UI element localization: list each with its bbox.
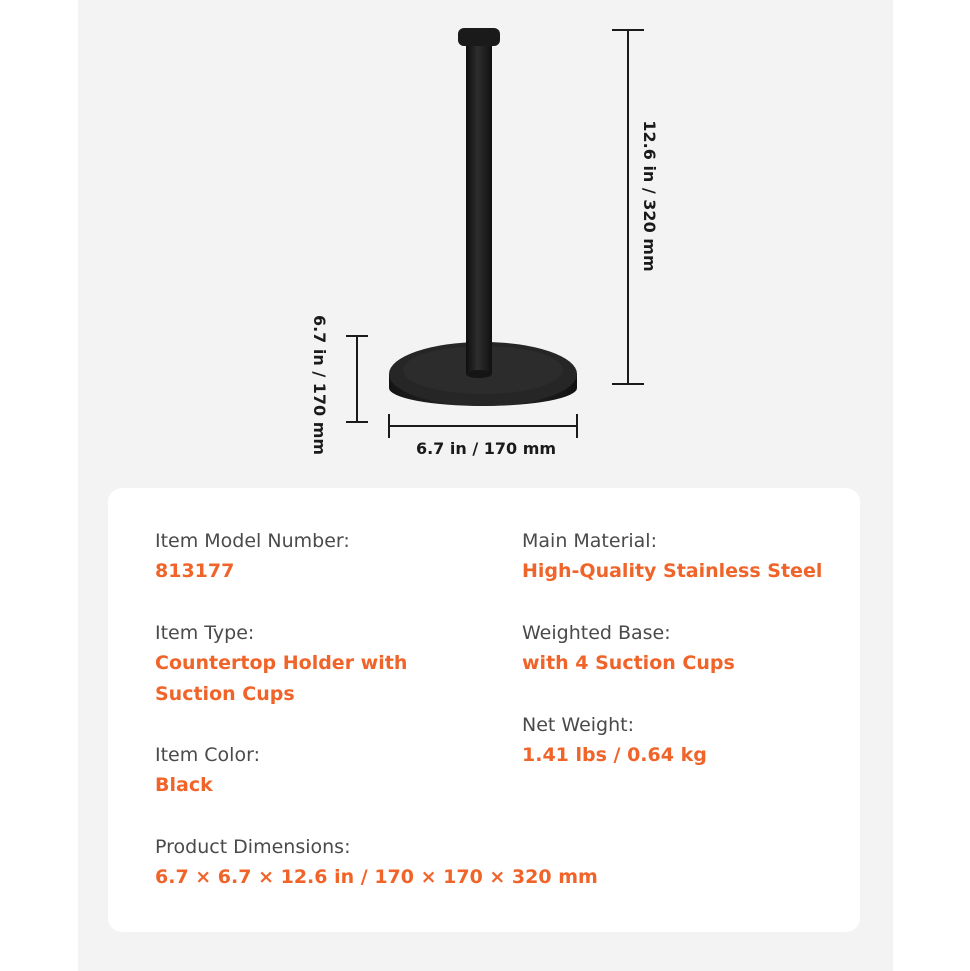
base-height-label: 6.7 in / 170 mm: [310, 314, 329, 456]
spec-base: [522, 618, 735, 679]
width-dimension: [389, 414, 577, 458]
spec-base-value: with 4 Suction Cups: [522, 652, 735, 674]
spec-model-value: 813177: [155, 560, 235, 582]
spec-type: [155, 618, 407, 710]
paper-towel-holder: [389, 28, 577, 406]
spec-material-label: Main Material:: [522, 530, 657, 552]
spec-product-dimensions-label: Product Dimensions:: [155, 836, 351, 858]
spec-product-dimensions-value: 6.7 × 6.7 × 12.6 in / 170 × 170 × 320 mm: [155, 866, 598, 888]
spec-base-label: Weighted Base:: [522, 622, 671, 644]
spec-model-label: Item Model Number:: [155, 530, 350, 552]
spec-type-value-line2: Suction Cups: [155, 683, 295, 705]
height-dimension: [612, 30, 659, 384]
spec-color: [155, 740, 260, 801]
holder-pole-foot: [466, 370, 492, 378]
spec-product-dimensions: [155, 832, 598, 893]
product-figure: [0, 0, 970, 480]
spec-color-value: Black: [155, 774, 213, 796]
height-label: 12.6 in / 320 mm: [640, 120, 659, 272]
spec-material: [522, 526, 822, 587]
spec-color-label: Item Color:: [155, 744, 260, 766]
spec-material-value: High-Quality Stainless Steel: [522, 560, 823, 582]
spec-weight-value: 1.41 lbs / 0.64 kg: [522, 744, 707, 766]
width-label: 6.7 in / 170 mm: [415, 439, 557, 458]
spec-weight-label: Net Weight:: [522, 714, 634, 736]
holder-pole-bottom: [466, 330, 492, 374]
base-height-dimension: [310, 315, 368, 455]
holder-cap: [458, 28, 500, 46]
spec-model: [155, 526, 350, 587]
holder-pole: [466, 44, 492, 370]
spec-type-label: Item Type:: [155, 622, 255, 644]
spec-type-value-line1: Countertop Holder with: [155, 652, 408, 674]
spec-weight: [522, 710, 707, 771]
